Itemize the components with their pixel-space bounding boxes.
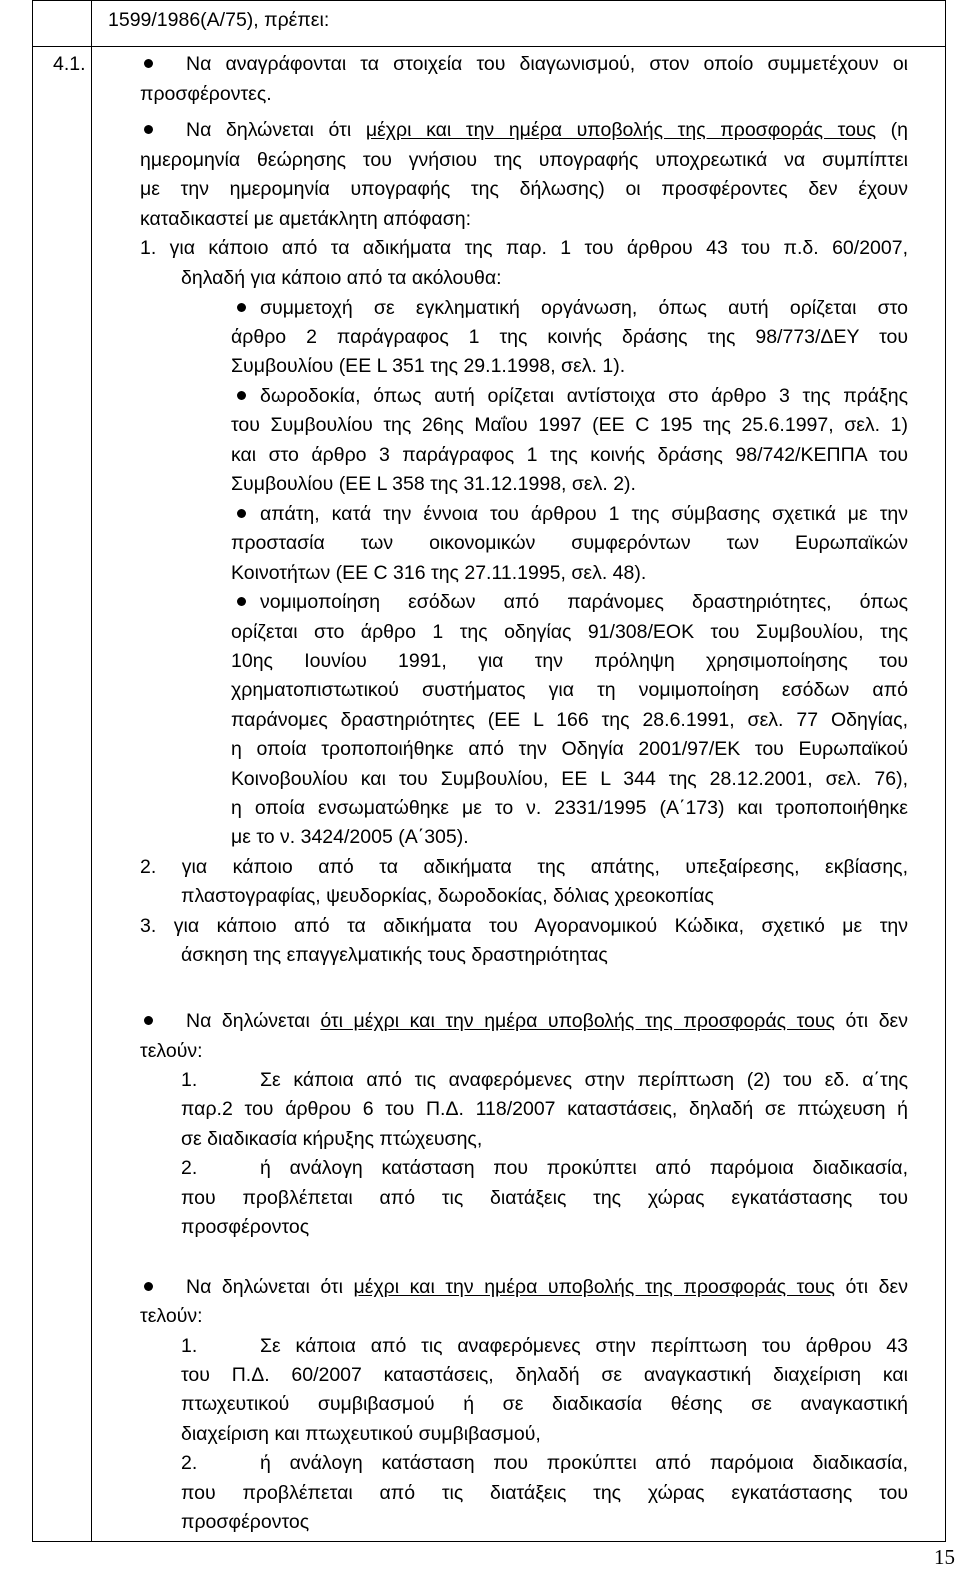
bullet-icon (144, 1282, 153, 1291)
s3-line3: Κοινοτήτων (ΕΕ C 316 της 27.11.1995, σελ. 48). (231, 562, 647, 584)
b4-p2-line1: ή ανάλογη κατάσταση που προκύπτει από παρόμοια διαδικασία, (260, 1452, 908, 1474)
bullet-icon (144, 125, 153, 134)
b3-p2-line2: που προβλέπεται από τις διατάξεις της χώρας εγκατάστασης του (181, 1187, 908, 1209)
b3-line2: τελούν: (140, 1040, 203, 1062)
s1-line3: Συμβουλίου (ΕΕ L 351 της 29.1.1998, σελ. 1). (231, 355, 626, 377)
b3-p1-line3: σε διαδικασία κήρυξης πτώχευσης, (181, 1128, 483, 1150)
sub-bullet-icon (237, 391, 246, 400)
s4-line9: με το ν. 3424/2005 (Α΄305). (231, 826, 469, 848)
b3-line1: Να δηλώνεται ότι μέχρι και την ημέρα υποβολής της προσφοράς τους ότι δεν (186, 1010, 908, 1032)
s4-line3: 10ης Ιουνίου 1991, για την πρόληψη χρησιμοποίησης του (231, 650, 908, 672)
b4-p1-line1: Σε κάποια από τις αναφερόμενες στην περίπτωση του άρθρου 43 (260, 1335, 908, 1357)
b2-line1: Να δηλώνεται ότι μέχρι και την ημέρα υποβολής της προσφοράς τους (η (186, 119, 908, 141)
b4-p1-line2: του Π.Δ. 60/2007 καταστάσεις, δηλαδή σε αναγκαστική διαχείριση και (181, 1364, 908, 1386)
s3-line1: απάτη, κατά την έννοια του άρθρου 1 της σύμβασης σχετικά με την (260, 503, 908, 525)
section-number: 4.1. (53, 53, 86, 75)
b4-p1-line3: πτωχευτικού συμβιβασμού ή σε διαδικασία θέσης σε αναγκαστική (181, 1393, 908, 1415)
item2-line2: πλαστογραφίας, ψευδορκίας, δωροδοκίας, δόλιας χρεοκοπίας (181, 885, 714, 907)
b4-p1-line4: διαχείριση και πτωχευτικού συμβιβασμού, (181, 1423, 541, 1445)
b1-line2: προσφέροντες. (140, 83, 272, 105)
table-border-top (32, 0, 946, 1)
column-divider (91, 0, 92, 1542)
s2-line2: του Συμβουλίου της 26ης Μαΐου 1997 (ΕΕ C 195 της 25.6.1997, σελ. 1) (231, 414, 908, 436)
s1-line1: συμμετοχή σε εγκληματική οργάνωση, όπως αυτή ορίζεται στο (260, 297, 908, 319)
s2-line4: Συμβουλίου (ΕΕ L 358 της 31.12.1998, σελ. 2). (231, 473, 636, 495)
s4-line6: η οποία τροποποιήθηκε από την Οδηγία 2001/97/ΕΚ του Ευρωπαϊκού (231, 738, 908, 760)
s3-line2: προστασία των οικονομικών συμφερόντων των Ευρωπαϊκών (231, 532, 908, 554)
table-border-left (32, 0, 33, 1542)
s4-line7: Κοινοβουλίου και του Συμβουλίου, ΕΕ L 344 της 28.12.2001, σελ. 76), (231, 768, 908, 790)
b3-p2-line3: προσφέροντος (181, 1216, 310, 1238)
page-number: 15 (934, 1545, 955, 1569)
table-border-right (945, 0, 946, 1542)
sub-bullet-icon (237, 303, 246, 312)
b3-p1-line2: παρ.2 του άρθρου 6 του Π.Δ. 118/2007 καταστάσεις, δηλαδή σε πτώχευση ή (181, 1098, 908, 1120)
b3-p1-line1: Σε κάποια από τις αναφερόμενες στην περίπτωση (2) του εδ. α΄της (260, 1069, 908, 1091)
b4-p2-number: 2. (181, 1452, 198, 1474)
sub-bullet-icon (237, 509, 246, 518)
bullet-icon (144, 59, 153, 68)
b4-p2-line3: προσφέροντος (181, 1511, 310, 1533)
b2-line2: ημερομηνία θεώρησης του γνήσιου της υπογραφής υποχρεωτικά να συμπίπτει (140, 149, 908, 171)
s1-line2: άρθρο 2 παράγραφος 1 της κοινής δράσης της 98/773/ΔΕΥ του (231, 326, 908, 348)
bullet-icon (144, 1016, 153, 1025)
item1-line2: δηλαδή για κάποιο από τα ακόλουθα: (181, 267, 502, 289)
b3-p2-number: 2. (181, 1157, 198, 1179)
b4-line1: Να δηλώνεται ότι μέχρι και την ημέρα υποβολής της προσφοράς τους ότι δεν (186, 1276, 908, 1298)
s4-line1: νομιμοποίηση εσόδων από παράνομες δραστηριότητες, όπως (260, 591, 908, 613)
s4-line5: παράνομες δραστηριότητες (ΕΕ L 166 της 28.6.1991, σελ. 77 Οδηγίας, (231, 709, 908, 731)
b2-line4: καταδικαστεί με αμετάκλητη απόφαση: (140, 208, 471, 230)
b1-line1: Να αναγράφονται τα στοιχεία του διαγωνισμού, στον οποίο συμμετέχουν οι (186, 53, 908, 75)
item3-line1: 3. για κάποιο από τα αδικήματα του Αγορανομικού Κώδικα, σχετικό με την (140, 915, 908, 937)
b4-line2: τελούν: (140, 1305, 203, 1327)
b3-p1-number: 1. (181, 1069, 198, 1091)
b2-line3: με την ημερομηνία υπογραφής της δήλωσης) οι προσφέροντες δεν έχουν (140, 178, 908, 200)
s2-line3: και στο άρθρο 3 παράγραφος 1 της κοινής δράσης 98/742/ΚΕΠΠΑ του (231, 444, 908, 466)
b4-p2-line2: που προβλέπεται από τις διατάξεις της χώρας εγκατάστασης του (181, 1482, 908, 1504)
header-text: 1599/1986(Α/75), πρέπει: (108, 9, 330, 31)
s2-line1: δωροδοκία, όπως αυτή ορίζεται αντίστοιχα στο άρθρο 3 της πράξης (260, 385, 908, 407)
item3-line2: άσκηση της επαγγελματικής τους δραστηριότητας (181, 944, 608, 966)
item2-line1: 2. για κάποιο από τα αδικήματα της απάτης, υπεξαίρεσης, εκβίασης, (140, 856, 908, 878)
table-border-bottom (32, 1541, 946, 1542)
b4-p1-number: 1. (181, 1335, 198, 1357)
item1-line1: 1. για κάποιο από τα αδικήματα της παρ. 1 του άρθρου 43 του π.δ. 60/2007, (140, 237, 908, 259)
s4-line8: η οποία ενσωματώθηκε με το ν. 2331/1995 (Α΄173) και τροποποιήθηκε (231, 797, 908, 819)
row-divider (32, 46, 946, 47)
b3-p2-line1: ή ανάλογη κατάσταση που προκύπτει από παρόμοια διαδικασία, (260, 1157, 908, 1179)
s4-line2: ορίζεται στο άρθρο 1 της οδηγίας 91/308/ΕΟΚ του Συμβουλίου, της (231, 621, 908, 643)
sub-bullet-icon (237, 597, 246, 606)
s4-line4: χρηματοπιστωτικού συστήματος για τη νομιμοποίηση εσόδων από (231, 679, 908, 701)
